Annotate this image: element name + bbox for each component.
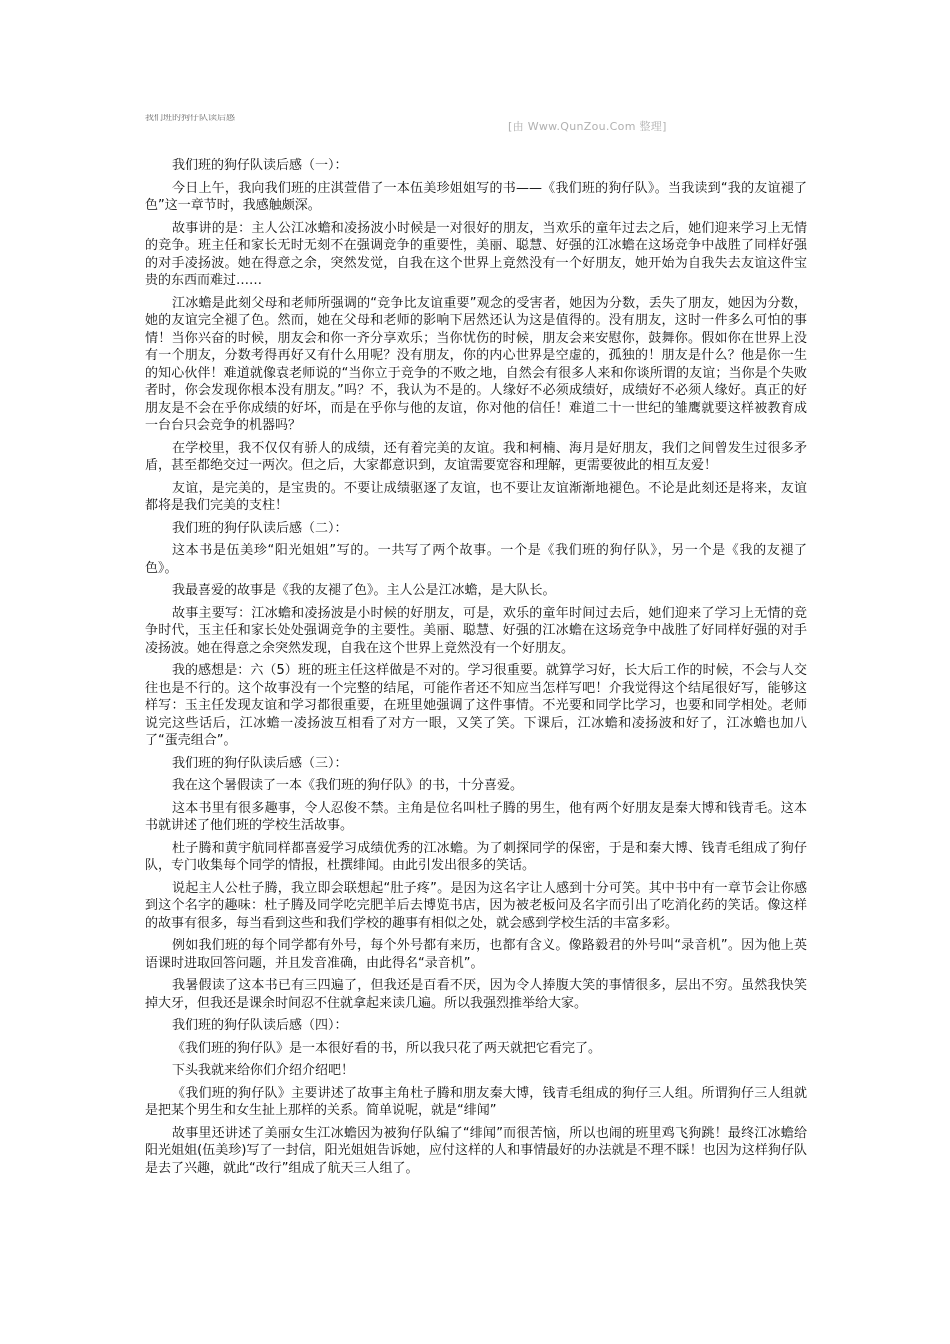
document-header-title: 我们班的狗仔队读后感 bbox=[145, 114, 236, 122]
paragraph: 我最喜爱的故事是《我的友褪了色》。主人公是江冰蟾，是大队长。 bbox=[172, 583, 556, 598]
paragraph: 在学校里，我不仅仅有骄人的成绩，还有着完美的友谊。我和柯楠、海月是好朋友，我们之间曾发生过很多矛盾，甚至都绝交过一两次。但之后，大家都意识到，友谊需要宽容和理解，更需要彼此的相互友爱！ bbox=[145, 440, 807, 473]
section-heading: 我们班的狗仔队读后感（三）： bbox=[172, 755, 348, 771]
section-heading: 我们班的狗仔队读后感（四）： bbox=[172, 1018, 348, 1033]
paragraph: 杜子腾和黄宇航同样都喜爱学习成绩优秀的江冰蟾。为了刺探同学的保密，于是和秦大博、钱青毛组成了狗仔队，专门收集每个同学的情报，杜撰绯闻。由此引发出很多的笑话。 bbox=[145, 840, 807, 873]
paragraph: 例如我们班的每个同学都有外号，每个外号都有来历，也都有含义。像路毅君的外号叫“录音机”。因为他上英语课时进取回答问题，并且发音准确，由此得名“录音机”。 bbox=[145, 938, 807, 971]
paragraph: 我暑假读了这本书已有三四遍了，但我还是百看不厌，因为令人捧腹大笑的事情很多，层出不穷。虽然我快笑掉大牙，但我还是课余时间忍不住就拿起来读几遍。所以我强烈推举给大家。 bbox=[145, 978, 807, 1011]
paragraph: 故事主要写：江冰蟾和凌扬波是小时候的好朋友，可是，欢乐的童年时间过去后，她们迎来了学习上无情的竞争时代，玉主任和家长处处强调竞争的主要性。美丽、聪慧、好强的江冰蟾在这场竞争中战胜了好同样好强的对手凌扬波。她在得意之余突然发现，自我在这个世界上竟然没有一个好朋友。 bbox=[145, 605, 807, 656]
paragraph: 故事讲的是：主人公江冰蟾和凌扬波小时候是一对很好的朋友，当欢乐的童年过去之后，她们迎来学习上无情的竞争。班主任和家长无时无刻不在强调竞争的重要性，美丽、聪慧、好强的江冰蟾在这场竞争中战胜了同样好强的对手凌扬波。她在得意之余，突然发觉，自我在这个世界上竟然没有一个好朋友，她开始为自我失去友谊这件宝贵的东西而难过…… bbox=[145, 220, 807, 288]
source-watermark: [由 Www.QunZou.Com 整理] bbox=[508, 120, 667, 133]
paragraph: 我在这个暑假读了一本《我们班的狗仔队》的书，十分喜爱。 bbox=[172, 778, 524, 793]
paragraph: 我的感想是：六（5）班的班主任这样做是不对的。学习很重要。就算学习好，长大后工作的时候，不会与人交往也是不行的。这个故事没有一个完整的结尾，可能作者还不知应当怎样写吧！介我觉得这个结尾很好写，能够这样写：玉主任发现友谊和学习都很重要，在班里她强调了这件事情。不光要和同学比学习，也要和同学相处。老师说完这些话后，江冰蟾一凌扬波互相看了对方一眼，又笑了笑。下课后，江冰蟾和凌扬波和好了，江冰蟾也加八了“蛋壳组合”。 bbox=[145, 663, 807, 748]
document-body bbox=[145, 157, 807, 1182]
paragraph: 故事里还讲述了美丽女生江冰蟾因为被狗仔队编了“绯闻”而很苦恼，所以也闹的班里鸡飞狗跳！最终江冰蟾给阳光姐姐(伍美珍)写了一封信，阳光姐姐告诉她，应付这样的人和事情最好的办法就是不理不睬！也因为这样狗仔队是去了兴趣，就此“改行”组成了航天三人组了。 bbox=[145, 1125, 807, 1176]
section-heading: 我们班的狗仔队读后感（一）： bbox=[172, 158, 348, 173]
section-heading: 我们班的狗仔队读后感（二）： bbox=[172, 520, 348, 536]
paragraph: 江冰蟾是此刻父母和老师所强调的“竞争比友谊重要”观念的受害者，她因为分数，丢失了朋友，她因为分数，她的友谊完全褪了色。然而，她在父母和老师的影响下居然还认为这是值得的。没有朋友，这时一件多么可怕的事情！当你兴奋的时候，朋友会和你一齐分享欢乐；当你忧伤的时候，朋友会来安慰你，鼓舞你。假如你在世界上没有一个朋友，分数考得再好又有什么用呢？没有朋友，你的内心世界是空虚的，孤独的！朋友是什么？他是你一生的知心伙伴！难道就像袁老师说的“当你立于竞争的不败之地，自然会有很多人来和你谈所谓的友谊；当你是个失败者时，你会发现你根本没有朋友。”吗？不，我认为不是的。人缘好不必须成绩好，成绩好不必须人缘好。真正的好朋友是不会在乎你成绩的好坏，而是在乎你与他的友谊，你对他的信任！难道二十一世纪的雏鹰就要这样被教育成一台台只会竞争的机器吗？ bbox=[145, 295, 807, 433]
paragraph: 今日上午，我向我们班的庄淇萱借了一本伍美珍姐姐写的书——《我们班的狗仔队》。当我读到“我的友谊褪了色”这一章节时，我感触颇深。 bbox=[145, 180, 807, 213]
paragraph: 《我们班的狗仔队》主要讲述了故事主角杜子腾和朋友秦大博，钱青毛组成的狗仔三人组。所谓狗仔三人组就是把某个男生和女生扯上那样的关系。简单说呢，就是“绯闻” bbox=[145, 1085, 807, 1118]
paragraph: 下头我就来给你们介绍介绍吧！ bbox=[172, 1063, 355, 1078]
paragraph: 友谊，是完美的，是宝贵的。不要让成绩驱逐了友谊，也不要让友谊渐渐地褪色。不论是此刻还是将来，友谊都将是我们完美的支柱！ bbox=[145, 480, 807, 513]
paragraph: 说起主人公杜子腾，我立即会联想起“肚子疼”。是因为这名字让人感到十分可笑。其中书中有一章节会让你感到这个名字的趣味：杜子腾及同学吃完肥羊后去博览书店，因为被老板问及名字而引出了吃消化药的笑话。像这样的故事有很多，每当看到这些和我们学校的趣事有相似之处，就会感到学校生活的丰富多彩。 bbox=[145, 880, 807, 931]
paragraph: 《我们班的狗仔队》是一本很好看的书，所以我只花了两天就把它看完了。 bbox=[172, 1040, 602, 1056]
paragraph: 这本书是伍美珍“阳光姐姐”写的。一共写了两个故事。一个是《我们班的狗仔队》，另一个是《我的友褪了色》。 bbox=[145, 543, 807, 576]
paragraph: 这本书里有很多趣事，令人忍俊不禁。主角是位名叫杜子腾的男生，他有两个好朋友是秦大博和钱青毛。这本书就讲述了他们班的学校生活故事。 bbox=[145, 800, 807, 833]
